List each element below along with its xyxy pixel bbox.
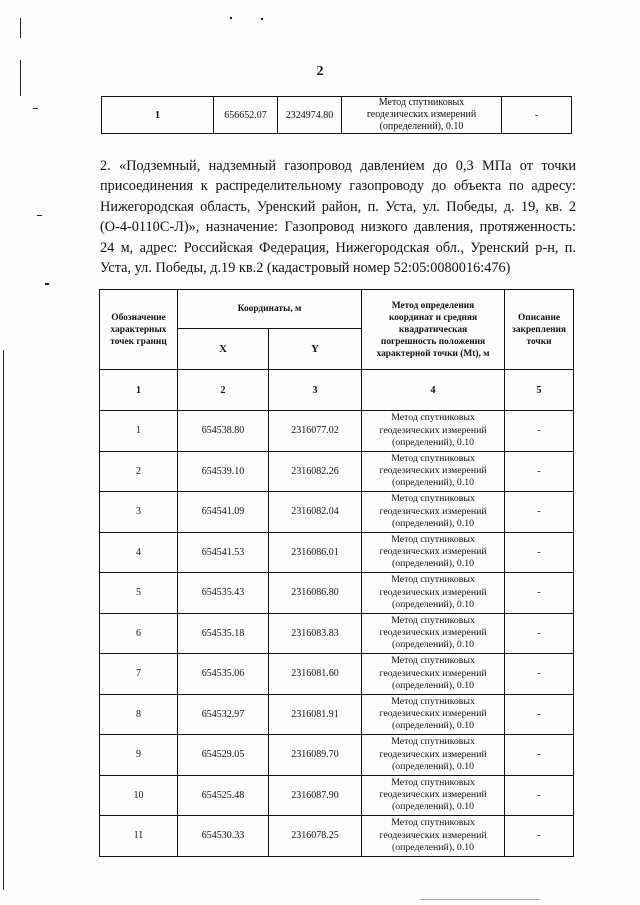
x-cell: 654530.33 xyxy=(178,816,269,857)
header-y: Y xyxy=(269,329,362,370)
scan-mark xyxy=(230,17,232,19)
table-row xyxy=(100,492,574,533)
x-cell: 654541.09 xyxy=(178,492,269,533)
x-cell: 656652.07 xyxy=(214,97,278,134)
scan-mark xyxy=(261,18,263,20)
y-cell: 2316087.90 xyxy=(269,775,362,816)
y-cell: 2316086.01 xyxy=(269,532,362,573)
description-cell: - xyxy=(505,451,574,492)
method-line: Метод спутниковых xyxy=(391,776,475,788)
point-cell: 1 xyxy=(102,97,214,134)
header-row xyxy=(100,290,574,329)
y-cell: 2316083.83 xyxy=(269,613,362,654)
scan-mark xyxy=(33,108,38,109)
method-line: геодезических измерений xyxy=(379,505,487,517)
y-cell: 2316082.04 xyxy=(269,492,362,533)
method-line: Метод спутниковых xyxy=(391,452,475,464)
y-cell: 2316078.25 xyxy=(269,816,362,857)
point-cell: 2 xyxy=(100,451,178,492)
x-cell: 654535.06 xyxy=(178,654,269,695)
scan-mark xyxy=(45,283,49,285)
table-row xyxy=(100,735,574,776)
method-line: (определений), 0.10 xyxy=(391,841,475,853)
table-row xyxy=(100,775,574,816)
method-line: (определений), 0.10 xyxy=(391,598,475,610)
description-cell: - xyxy=(505,775,574,816)
method-line: геодезических измерений xyxy=(366,109,477,120)
method-line: геодезических измерений xyxy=(379,748,487,760)
method-line: геодезических измерений xyxy=(379,465,487,477)
x-cell: 654535.18 xyxy=(178,613,269,654)
method-line: геодезических измерений xyxy=(379,708,487,720)
method-line: (определений), 0.10 xyxy=(391,477,475,489)
object-description: 2. «Подземный, надземный газопровод давлением до 0,3 МПа от точки присоединения к распределительному газопроводу до объекта по адресу: Нижегородская область, Уренский район, п. Уста, ул. Победы, д. 19, кв. 2 (О-4-0110С-Л)», назначение: Газопровод низкого давления, протяженность: 24 м, адрес: Российская Федерация, Нижегородская обл., Уренский р-н, п. Уста, ул. Победы, д.19 кв.2 (кадастровый номер 52:05:0080016:476) xyxy=(100,158,576,277)
point-cell: 9 xyxy=(100,735,178,776)
header-method: Метод определения координат и средняя квадратическая погрешность положения характерной точки (Mt), м xyxy=(362,290,505,370)
description-cell: - xyxy=(505,735,574,776)
point-cell: 4 xyxy=(100,532,178,573)
method-line: Метод спутниковых xyxy=(391,655,475,667)
method-line: Метод спутниковых xyxy=(391,695,475,707)
method-line: (определений), 0.10 xyxy=(391,679,475,691)
method-line: геодезических измерений xyxy=(379,829,487,841)
method-cell xyxy=(362,694,505,735)
description-cell: - xyxy=(505,492,574,533)
x-cell: 654529.05 xyxy=(178,735,269,776)
page-number: 2 xyxy=(316,64,324,79)
column-number-row xyxy=(100,370,574,411)
method-line: (определений), 0.10 xyxy=(379,121,464,132)
scan-mark xyxy=(20,18,21,38)
method-cell xyxy=(362,613,505,654)
scan-mark xyxy=(37,215,42,216)
column-number: 1 xyxy=(100,370,178,411)
method-line: геодезических измерений xyxy=(379,424,487,436)
method-line: геодезических измерений xyxy=(379,627,487,639)
table-row xyxy=(100,816,574,857)
y-cell: 2316089.70 xyxy=(269,735,362,776)
method-cell xyxy=(362,573,505,614)
method-cell xyxy=(342,97,502,134)
method-line: (определений), 0.10 xyxy=(391,720,475,732)
table-row xyxy=(102,97,572,134)
method-line: Метод спутниковых xyxy=(378,97,465,108)
column-number: 4 xyxy=(362,370,505,411)
table-row xyxy=(100,532,574,573)
method-cell xyxy=(362,816,505,857)
y-cell: 2324974.80 xyxy=(278,97,342,134)
method-line: Метод спутниковых xyxy=(391,412,475,424)
table-row xyxy=(100,451,574,492)
point-cell: 6 xyxy=(100,613,178,654)
coordinates-table xyxy=(99,289,574,857)
x-cell: 654541.53 xyxy=(178,532,269,573)
y-cell: 2316086.80 xyxy=(269,573,362,614)
description-cell: - xyxy=(505,654,574,695)
point-cell: 3 xyxy=(100,492,178,533)
method-cell xyxy=(362,411,505,452)
method-cell xyxy=(362,775,505,816)
header-coordinates: Координаты, м xyxy=(178,290,362,329)
description-cell: - xyxy=(505,613,574,654)
method-line: (определений), 0.10 xyxy=(391,639,475,651)
table-row xyxy=(100,613,574,654)
table-row xyxy=(100,573,574,614)
method-line: (определений), 0.10 xyxy=(391,558,475,570)
method-line: Метод спутниковых xyxy=(391,533,475,545)
description-cell: - xyxy=(502,97,572,134)
point-cell: 1 xyxy=(100,411,178,452)
description-cell: - xyxy=(505,816,574,857)
method-line: (определений), 0.10 xyxy=(391,517,475,529)
method-cell xyxy=(362,735,505,776)
point-cell: 10 xyxy=(100,775,178,816)
y-cell: 2316081.60 xyxy=(269,654,362,695)
column-number: 2 xyxy=(178,370,269,411)
x-cell: 654535.43 xyxy=(178,573,269,614)
description-cell: - xyxy=(505,532,574,573)
point-cell: 5 xyxy=(100,573,178,614)
method-cell xyxy=(362,532,505,573)
method-line: Метод спутниковых xyxy=(391,614,475,626)
header-description: Описание закрепления точки xyxy=(505,290,574,370)
point-cell: 7 xyxy=(100,654,178,695)
method-line: (определений), 0.10 xyxy=(391,801,475,813)
continued-coordinates-table xyxy=(101,96,572,134)
method-line: Метод спутниковых xyxy=(391,817,475,829)
method-line: Метод спутниковых xyxy=(391,493,475,505)
header-x: X xyxy=(178,329,269,370)
description-cell: - xyxy=(505,411,574,452)
y-cell: 2316077.02 xyxy=(269,411,362,452)
scan-mark xyxy=(3,350,4,890)
method-cell xyxy=(362,492,505,533)
column-number: 3 xyxy=(269,370,362,411)
x-cell: 654539.10 xyxy=(178,451,269,492)
method-line: геодезических измерений xyxy=(379,586,487,598)
x-cell: 654532.97 xyxy=(178,694,269,735)
scan-mark xyxy=(420,899,540,900)
method-cell xyxy=(362,654,505,695)
method-line: геодезических измерений xyxy=(379,667,487,679)
description-cell: - xyxy=(505,694,574,735)
table-row xyxy=(100,694,574,735)
header-point-designation: Обозначение характерных точек границ xyxy=(100,290,178,370)
table-row xyxy=(100,411,574,452)
x-cell: 654525.48 xyxy=(178,775,269,816)
point-cell: 8 xyxy=(100,694,178,735)
y-cell: 2316082.26 xyxy=(269,451,362,492)
method-line: (определений), 0.10 xyxy=(391,436,475,448)
column-number: 5 xyxy=(505,370,574,411)
point-cell: 11 xyxy=(100,816,178,857)
method-line: Метод спутниковых xyxy=(391,736,475,748)
method-cell xyxy=(362,451,505,492)
method-line: (определений), 0.10 xyxy=(391,760,475,772)
y-cell: 2316081.91 xyxy=(269,694,362,735)
table-row xyxy=(100,654,574,695)
method-line: Метод спутниковых xyxy=(391,574,475,586)
method-line: геодезических измерений xyxy=(379,546,487,558)
x-cell: 654538.80 xyxy=(178,411,269,452)
description-cell: - xyxy=(505,573,574,614)
method-line: геодезических измерений xyxy=(379,789,487,801)
